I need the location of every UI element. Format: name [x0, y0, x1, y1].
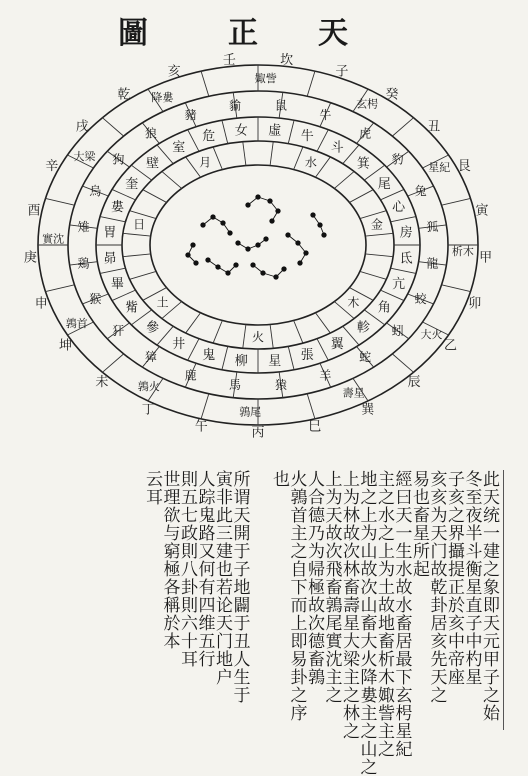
divider-line [294, 321, 303, 344]
ring2-labels-label: 馬 [228, 378, 242, 392]
outer-labels-label: 巳 [308, 419, 322, 435]
ring3-labels-label: 實沈 [42, 232, 65, 246]
divider-line [360, 271, 386, 279]
divider-line [270, 324, 273, 348]
text-column: 上为天故次飛畜鶉尾實沈主之 [321, 470, 342, 704]
divider-line [365, 254, 393, 257]
star-dot [226, 271, 230, 275]
ring2-labels-label: 雉 [77, 219, 90, 234]
ring1-labels-label: 房 [399, 225, 413, 241]
ring2-labels-label: 鼠 [274, 98, 288, 113]
outer-labels-label: 亥 [167, 64, 181, 80]
ring1-labels-label: 箕 [356, 156, 370, 172]
inner-labels-label: 月 [199, 155, 212, 170]
divider-line [222, 120, 228, 143]
ring1-labels-label: 昴 [103, 251, 117, 267]
divider-line [442, 198, 471, 205]
outer-labels-label: 乾 [117, 87, 131, 103]
text-column: 也 [269, 470, 289, 488]
text-column: 云耳 [142, 470, 162, 506]
star-dot [274, 275, 278, 279]
star-dot [221, 221, 225, 225]
outer-labels-label: 艮 [457, 158, 471, 174]
star-dot [251, 263, 255, 267]
ring2-labels-label: 鹿 [184, 368, 197, 383]
text-column: 子亥之界攝提正於亥中帝座 [444, 470, 464, 686]
divider-line [243, 324, 246, 348]
divider-line [45, 198, 74, 205]
divider-line [213, 321, 222, 344]
outer-labels-label: 酉 [27, 203, 41, 219]
star-chart-diagram [0, 40, 528, 450]
ring1-labels-label: 參 [146, 320, 160, 336]
ring1-labels-label: 翼 [330, 336, 344, 352]
star-dot [228, 231, 232, 235]
divider-line [307, 394, 315, 419]
ring2-labels-label: 猴 [89, 292, 102, 307]
star-dot [246, 203, 250, 207]
outer-labels-label: 坤 [58, 338, 73, 354]
star-dot [264, 237, 268, 241]
title-char-2: 正 [228, 16, 258, 51]
star-dot [282, 267, 286, 271]
ring2-labels-label: 蚓 [391, 324, 404, 338]
outer-labels-label: 子 [335, 64, 349, 80]
divider-line [243, 142, 246, 166]
divider-line [288, 120, 294, 143]
ring2-labels-label: 蛟 [414, 292, 427, 307]
divider-line [143, 190, 167, 203]
outer-labels-label: 申 [34, 296, 48, 312]
divider-line [45, 285, 74, 292]
star-dot [236, 241, 240, 245]
ring1-labels-label: 婁 [110, 200, 124, 216]
outer-labels-label: 戌 [75, 119, 89, 135]
divider-line [317, 339, 328, 361]
outer-labels-label: 丁 [141, 402, 155, 418]
ring1-labels-label: 危 [202, 129, 216, 145]
star-dot [311, 213, 315, 217]
ring1-labels-label: 井 [172, 336, 186, 352]
ring1-labels-label: 亢 [392, 276, 406, 292]
ring2-labels-label: 狼 [144, 126, 157, 141]
outer-labels-label: 壬 [222, 53, 236, 68]
outer-labels-label: 未 [95, 374, 109, 390]
inner-labels-label: 日 [133, 217, 146, 232]
divider-line [315, 157, 330, 177]
ring2-labels-label: 鶏 [77, 256, 90, 271]
star-dot [298, 261, 302, 265]
ring2-labels-label: 狗 [112, 152, 125, 167]
text-column: 此天统一建之象即天元甲子之始 [479, 470, 499, 722]
divider-line [123, 233, 151, 236]
divider-line [123, 254, 151, 257]
star-dot [296, 241, 300, 245]
ring1-labels-label: 心 [392, 200, 406, 216]
outer-labels-label: 甲 [479, 250, 493, 266]
inner-labels-label: 金 [370, 217, 383, 232]
ring2-labels-label: 猿 [274, 378, 288, 392]
divider-line [392, 354, 413, 372]
outer-labels-label: 坎 [280, 53, 294, 68]
star-dot [270, 219, 274, 223]
text-column: 所谓天開于子地闢于丑人生于 [229, 470, 250, 704]
star-dot [194, 261, 198, 265]
ring1-labels-label: 鬼 [202, 348, 216, 363]
ring1-labels-label: 牛 [300, 129, 314, 145]
ring3-labels-label: 壽星 [342, 386, 365, 400]
ring2-labels-label: 狐 [426, 219, 439, 234]
star-dot [216, 265, 220, 269]
star-dot [256, 195, 260, 199]
divider-line [315, 313, 330, 333]
ring3-labels-label: 大火 [420, 327, 443, 341]
divider-line [365, 233, 393, 236]
divider-line [157, 145, 173, 164]
divider-line [442, 285, 471, 292]
inner-labels-label: 水 [304, 155, 317, 170]
ring1-labels-label: 柳 [234, 353, 248, 369]
outer-labels-label: 午 [194, 419, 208, 435]
ring2-labels-label: 牛 [319, 107, 332, 122]
outer-labels-label: 巽 [361, 402, 375, 418]
ring1-labels-label: 氐 [399, 251, 413, 267]
star-dot [318, 223, 322, 227]
ring3-labels-label: 大梁 [73, 149, 96, 163]
divider-line [186, 313, 201, 333]
divider-line [391, 217, 416, 222]
star-dot [268, 199, 272, 203]
divider-line [188, 339, 199, 361]
text-column: 世理欲与窮極各稱於本 [159, 470, 180, 650]
ring3-labels-label: 星紀 [428, 160, 451, 174]
outer-labels-label: 辛 [45, 158, 59, 174]
divider-line [349, 190, 373, 203]
outer-labels-label: 癸 [385, 87, 399, 103]
outer-labels-label: 乙 [443, 338, 458, 354]
ring2-labels-label: 兔 [414, 184, 427, 199]
text-column: 人踪鬼路又何有四维五行 [194, 470, 215, 668]
divider-line [100, 268, 125, 273]
star-dot [211, 215, 215, 219]
divider-line [334, 171, 354, 188]
star-dot [322, 233, 326, 237]
divider-line [188, 130, 199, 152]
text-column: 寅非此三建也若论天门地户 [212, 470, 232, 686]
ring2-labels-label: 獐 [144, 350, 157, 365]
divider-line [288, 346, 294, 369]
inner-labels-label: 木 [347, 295, 360, 310]
ring1-labels-label: 奎 [125, 176, 139, 192]
divider-line [157, 326, 173, 345]
ring1-labels-label: 軫 [356, 320, 370, 336]
ring1-labels-label: 室 [172, 140, 186, 156]
star-dot [261, 271, 265, 275]
ring2-labels-label: 豬 [184, 107, 197, 122]
divider-line [102, 354, 123, 372]
star-dot [191, 243, 195, 247]
text-column: 上为林故次林畜壽星大梁主之林之 [339, 470, 359, 740]
star-dot [234, 263, 238, 267]
divider-line [294, 147, 303, 170]
text-column: 亥亥为天门故乾卦居亥先天之 [426, 470, 447, 704]
star-dot [186, 253, 190, 257]
title-char-1: 天 [318, 16, 348, 51]
inner-labels-label: 土 [156, 295, 169, 310]
central-star-map [186, 195, 326, 279]
ring1-labels-label: 星 [268, 353, 282, 369]
divider-line [270, 142, 273, 166]
text-column: 經曰天一生水故水畜居最下玄枵星紀 [391, 470, 412, 758]
star-dot [256, 243, 260, 247]
ring3-labels-label: 析木 [451, 245, 474, 259]
text-column: 人合德乃为帰極故次德畜鶉 [304, 470, 324, 686]
star-dot [304, 251, 308, 255]
outer-labels-label: 卯 [468, 296, 482, 312]
ring3-labels-label: 娵訾 [254, 72, 277, 85]
ring1-labels-label: 張 [300, 348, 314, 363]
ring2-labels-label: 虎 [359, 126, 372, 141]
ring2-labels-label: 烏 [89, 184, 102, 199]
divider-line [130, 271, 156, 279]
star-dot [286, 233, 290, 237]
ring3-labels-label: 鶉火 [137, 380, 160, 394]
ring1-labels-label: 胃 [103, 225, 117, 241]
divider-line [201, 71, 209, 96]
text-column: 地之上为山故次山畜大火降婁主之山之 [356, 470, 377, 776]
divider-line [307, 71, 315, 96]
title-char-3: 圖 [118, 16, 148, 51]
text-column: 主之水之上为土故地畜析木娵訾主之 [374, 470, 394, 758]
ring1-labels-label: 壁 [146, 156, 160, 172]
ring3-labels-label: 鶉尾 [239, 405, 262, 419]
ring1-labels-label: 角 [377, 300, 391, 316]
inner-labels-label: 火 [251, 330, 265, 345]
ring1-labels-label: 女 [234, 123, 248, 139]
star-dot [201, 223, 205, 227]
ring2-labels-label: 貐 [228, 98, 242, 113]
star-dot [276, 209, 280, 213]
outer-labels-label: 庚 [23, 250, 37, 266]
star-dot [246, 247, 250, 251]
ring3-labels-label: 玄枵 [356, 97, 379, 111]
ring2-labels-label: 豹 [391, 152, 404, 167]
ring2-labels-label: 犴 [112, 324, 125, 338]
divider-line [391, 268, 416, 273]
ring1-labels-label: 虛 [268, 123, 282, 139]
text-column: 則五七政則八卦則六十耳 [177, 470, 197, 668]
commentary-text [0, 470, 528, 776]
ring2-labels-label: 蛇 [359, 350, 372, 365]
outer-labels-label: 丙 [251, 425, 265, 441]
divider-line [213, 147, 222, 170]
text-column: 冬至夜半斗衡星直子中杓星 [461, 470, 482, 686]
ring3-labels-label: 降婁 [151, 91, 174, 105]
divider-line [222, 346, 228, 369]
ring2-labels-label: 羊 [319, 368, 332, 383]
outer-labels-label: 丑 [427, 119, 441, 135]
text-column: 易也畜星所起 [409, 470, 429, 578]
star-dot [206, 258, 210, 262]
ring1-labels-label: 尾 [377, 176, 391, 192]
ring1-labels-label: 斗 [330, 140, 344, 156]
ring1-labels-label: 觜 [125, 300, 139, 316]
divider-line [317, 130, 328, 152]
page-edge-line [503, 470, 504, 730]
divider-line [392, 118, 413, 136]
divider-line [102, 118, 123, 136]
outer-labels-label: 辰 [407, 374, 421, 390]
divider-line [100, 217, 125, 222]
divider-line [201, 394, 209, 419]
ring2-labels-label: 龍 [426, 256, 439, 271]
text-column: 火鶉首主之自下而上即易卦之序 [286, 470, 307, 722]
outer-labels-label: 寅 [475, 203, 489, 219]
ring1-labels-label: 畢 [110, 276, 124, 292]
divider-line [162, 171, 182, 188]
ring3-labels-label: 鶉首 [65, 316, 88, 330]
